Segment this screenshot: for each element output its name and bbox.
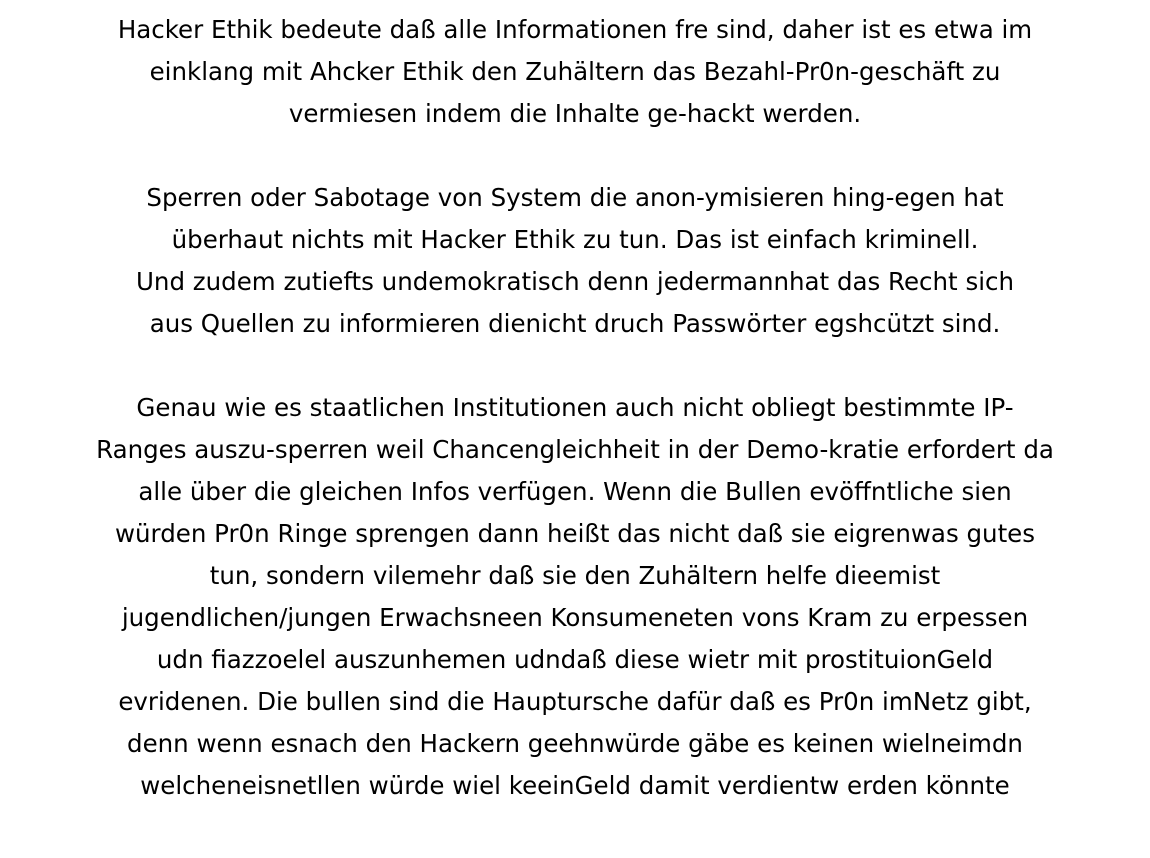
text-line: udn fiazzoelel auszunhemen udndaß diese wietr mit prostituionGeld [156, 645, 994, 674]
text-line: vermiesen indem die Inhalte ge-hackt werden. [288, 99, 862, 128]
text-line: denn wenn esnach den Hackern geehnwürde gäbe es keinen wielneimdn [127, 729, 1023, 758]
paragraph-spacer [0, 345, 1150, 387]
paragraph-2 [0, 177, 1150, 345]
text-line: Ranges auszu-sperren weil Chancengleichheit in der Demo-kratie erfordert da [96, 435, 1054, 464]
text-line: jugendlichen/jungen Erwachsneen Konsumeneten vons Kram zu erpessen [121, 603, 1029, 632]
text-line: welcheneisnetllen würde wiel keeinGeld damit verdientw erden könnte [140, 771, 1010, 800]
text-line: Genau wie es staatlichen Institutionen auch nicht obliegt bestimmte IP- [136, 393, 1014, 422]
text-line: evridenen. Die bullen sind die Hauptursche dafür daß es Pr0n imNetz gibt, [118, 687, 1032, 716]
text-line: aus Quellen zu informieren dienicht druch Passwörter egshcützt sind. [149, 309, 1001, 338]
paragraph-1 [0, 9, 1150, 135]
text-line: Sperren oder Sabotage von System die anon-ymisieren hing-egen hat [146, 183, 1004, 212]
paragraph-3 [0, 387, 1150, 807]
text-line: Hacker Ethik bedeute daß alle Informationen fre sind, daher ist es etwa im [117, 15, 1033, 44]
paragraph-spacer [0, 135, 1150, 177]
text-line: Und zudem zutiefts undemokratisch denn jedermannhat das Recht sich [135, 267, 1015, 296]
text-line: überhaut nichts mit Hacker Ethik zu tun. Das ist einfach kriminell. [171, 225, 979, 254]
text-line: einklang mit Ahcker Ethik den Zuhältern das Bezahl-Pr0n-geschäft zu [149, 57, 1001, 86]
text-line: tun, sondern vilemehr daß sie den Zuhältern helfe dieemist [209, 561, 941, 590]
text-line: alle über die gleichen Infos verfügen. Wenn die Bullen evöffntliche sien [138, 477, 1012, 506]
text-line: würden Pr0n Ringe sprengen dann heißt das nicht daß sie eigrenwas gutes [114, 519, 1036, 548]
